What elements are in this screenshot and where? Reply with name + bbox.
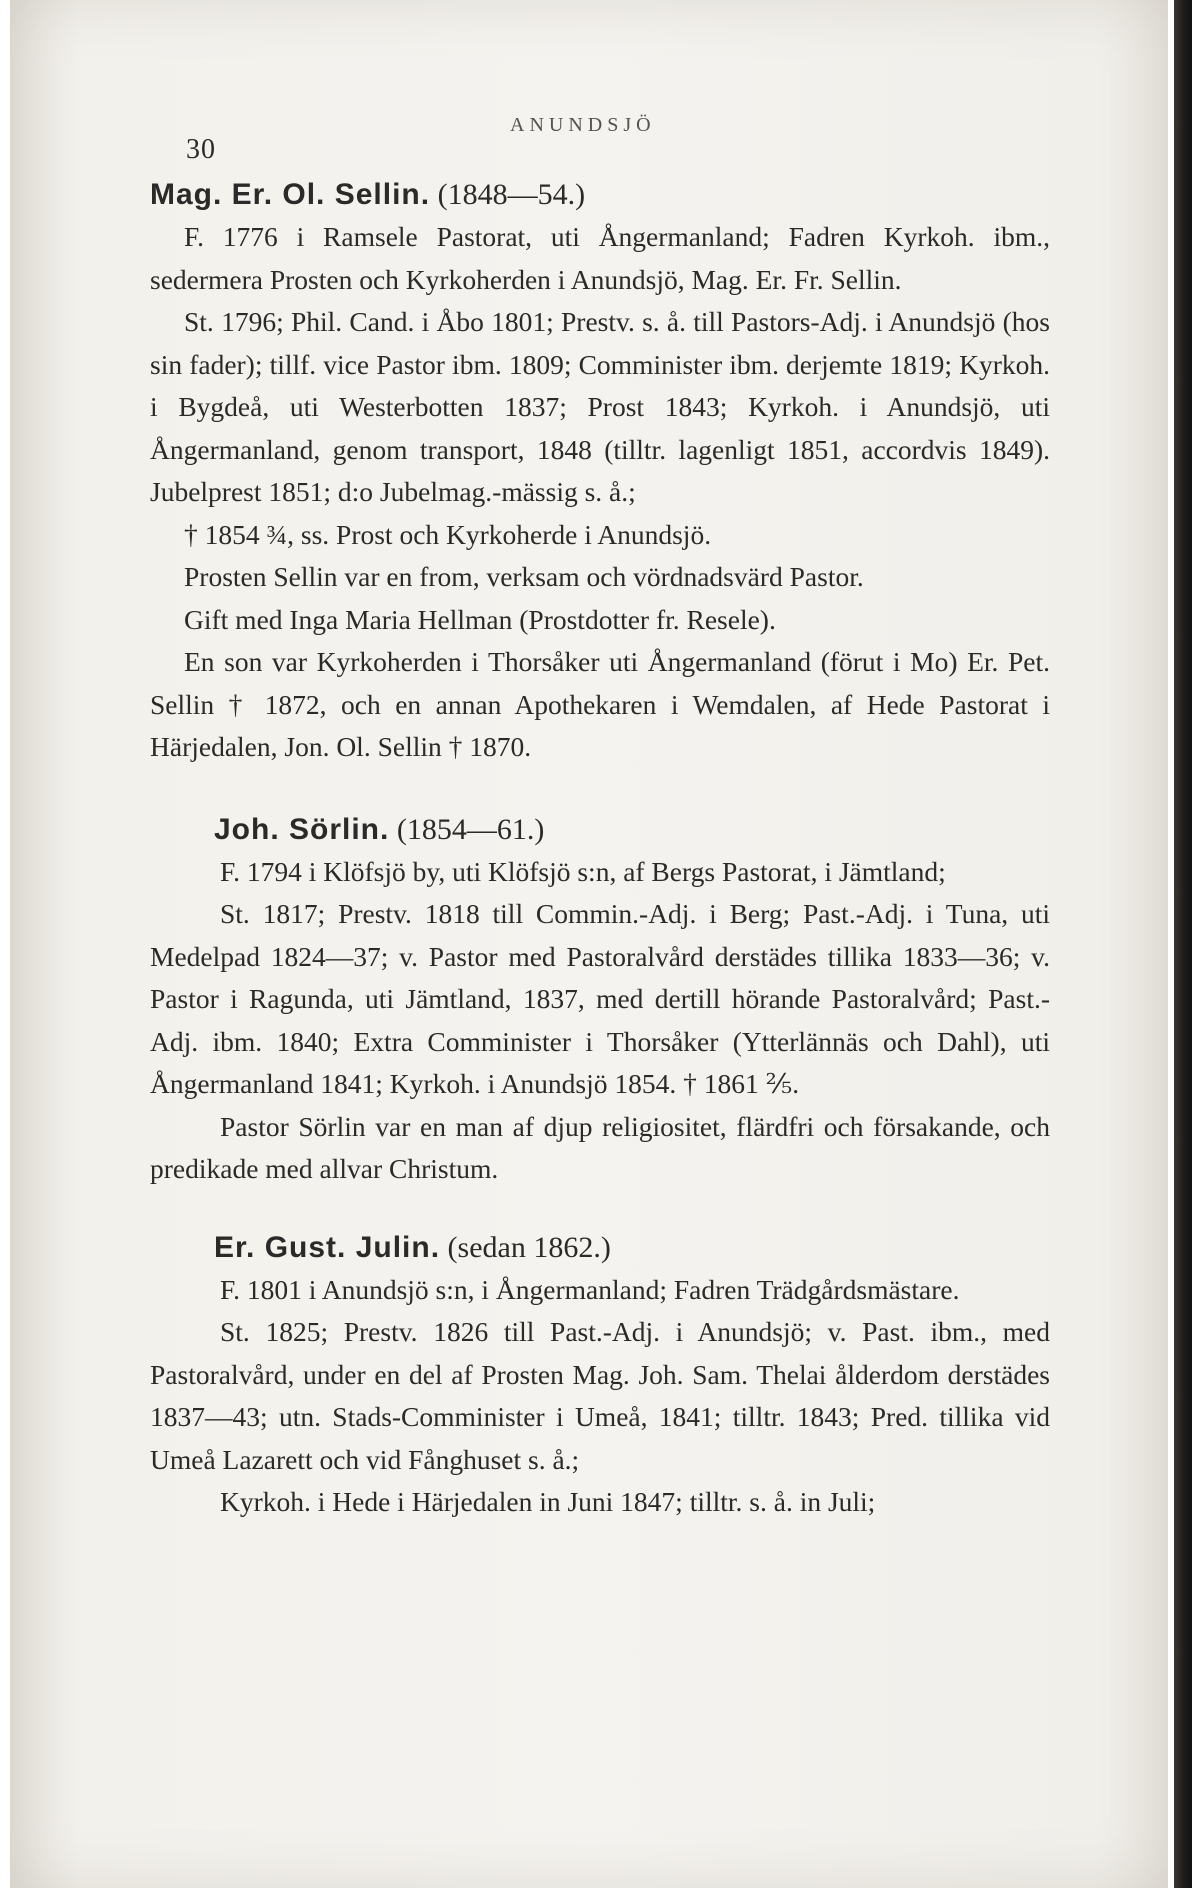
entry-paragraph: F. 1776 i Ramsele Pastorat, uti Ångermanland; Fadren Kyrkoh. ibm., sedermera Prosten och Kyrkoherden i Anundsjö, Mag. Er. Fr. Sellin. — [150, 221, 1050, 295]
entry-paragraph: Kyrkoh. i Hede i Härjedalen in Juni 1847; tilltr. s. å. in Juli; — [220, 1486, 876, 1517]
entry-years: (1848—54.) — [437, 178, 586, 211]
entry-paragraph: Gift med Inga Maria Hellman (Prostdotter fr. Resele). — [184, 603, 776, 635]
running-head: ANUNDSJÖ — [510, 114, 656, 136]
entry-paragraph: F. 1801 i Anundsjö s:n, i Ångermanland; Fadren Trädgårdsmästare. — [220, 1273, 960, 1305]
entry-paragraph: St. 1796; Phil. Cand. i Åbo 1801; Prestv. s. å. till Pastors-Adj. i Anundsjö (hos sin fader); tillf. vice Pastor ibm. 1809; Comminister ibm. derjemte 1819; Kyrkoh. i Bygdeå, uti Westerbotten 1837; Prost 1843; Kyrkoh. i Anundsjö, uti Ångermanland, genom transport, 1848 (tilltr. lagenligt 1851, accordvis 1849). Jubelprest 1851; d:o Jubelmag.-mässig s. å.; — [150, 306, 1050, 507]
entry-years: (1854—61.) — [396, 812, 545, 846]
entry-heading — [214, 1227, 1050, 1269]
entry-heading — [214, 809, 1050, 851]
entry-paragraph: Prosten Sellin var en from, verksam och vördnadsvärd Pastor. — [184, 561, 864, 592]
biography-entry — [150, 809, 1050, 1191]
page-header — [150, 96, 1050, 165]
entry-heading — [150, 174, 1050, 216]
entry-paragraph: F. 1794 i Klöfsjö by, uti Klöfsjö s:n, af Bergs Pastorat, i Jämtland; — [220, 855, 946, 887]
page-edge-shadow — [1174, 0, 1192, 1888]
page-content — [150, 96, 1050, 1524]
entry-paragraph: En son var Kyrkoherden i Thorsåker uti Ångermanland (förut i Mo) Er. Pet. Sellin † 1872, och en annan Apothekaren i Wemdalen, af Hede Pastorat i Härjedalen, Jon. Ol. Sellin † 1870. — [150, 646, 1050, 762]
entry-name: Mag. Er. Ol. Sellin. — [150, 178, 431, 211]
page-number: 30 — [186, 134, 216, 165]
entry-paragraph: † 1854 ¾, ss. Prost och Kyrkoherde i Anundsjö. — [184, 518, 712, 550]
biography-entry — [150, 174, 1050, 769]
entry-paragraph: St. 1817; Prestv. 1818 till Commin.-Adj. i Berg; Past.-Adj. i Tuna, uti Medelpad 1824—37; v. Pastor med Pastoralvård derstädes tillika 1833—36; v. Pastor i Ragunda, uti Jämtland, 1837, med dertill hörande Pastoralvård; Past.-Adj. ibm. 1840; Extra Comminister i Thorsåker (Ytterlännäs och Dahl), uti Ångermanland 1841; Kyrkoh. i Anundsjö 1854. † 1861 ⅖. — [150, 898, 1050, 1099]
entry-name: Joh. Sörlin. — [214, 812, 390, 846]
entry-name: Er. Gust. Julin. — [214, 1230, 441, 1264]
entry-years: (sedan 1862.) — [447, 1230, 611, 1264]
entry-paragraph: St. 1825; Prestv. 1826 till Past.-Adj. i Anundsjö; v. Past. ibm., med Pastoralvård, under en del af Prosten Mag. Joh. Sam. Thelai ålderdom derstädes 1837—43; utn. Stads-Comminister i Umeå, 1841; tilltr. 1843; Pred. tillika vid Umeå Lazarett och vid Fånghuset s. å.; — [150, 1316, 1050, 1475]
entry-paragraph: Pastor Sörlin var en man af djup religiositet, flärdfri och försakande, och predikade med allvar Christum. — [150, 1110, 1050, 1184]
biography-entry — [150, 1227, 1050, 1524]
